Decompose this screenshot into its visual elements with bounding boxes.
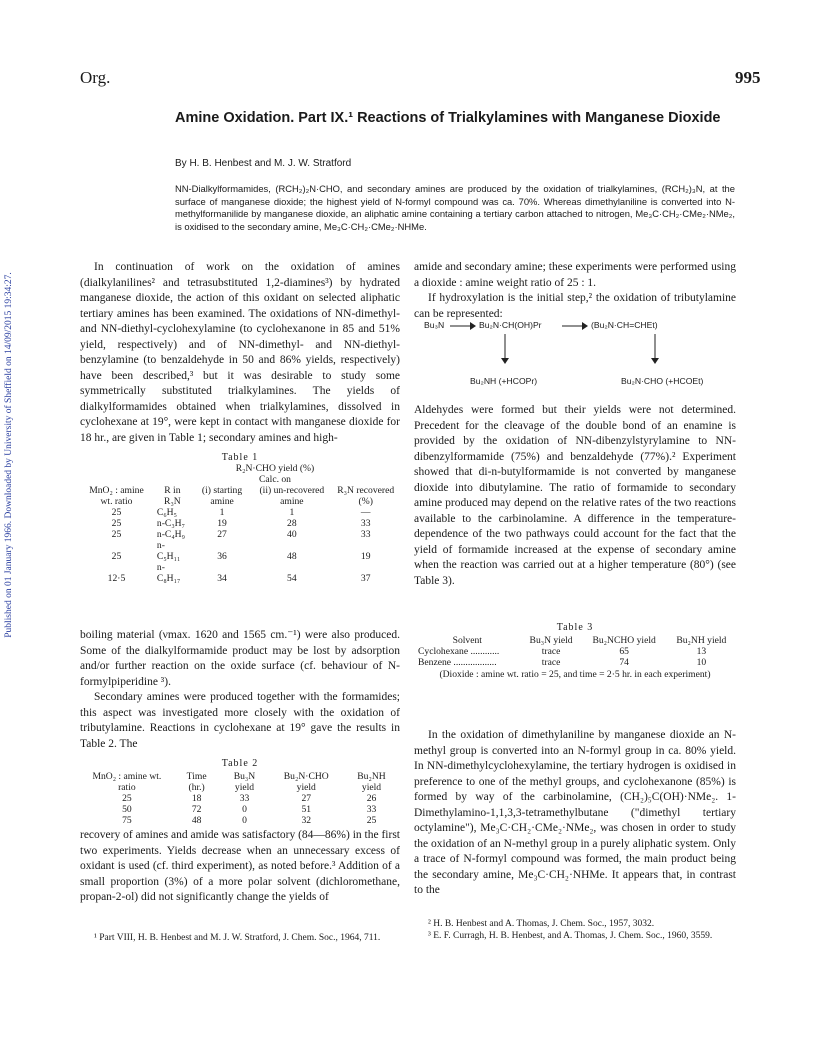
table-row bbox=[80, 815, 400, 826]
table-row bbox=[80, 507, 400, 518]
table-header: Bu₃N yield bbox=[529, 635, 573, 646]
table-cell: 51 bbox=[301, 804, 312, 815]
left-column-text-2 bbox=[80, 628, 400, 752]
table-cell: C₆H₅ bbox=[156, 507, 177, 518]
right-column-text-3 bbox=[414, 728, 736, 899]
table-3-grid bbox=[414, 635, 736, 668]
table-3-caption: Table 3 bbox=[556, 622, 594, 633]
table-cell: 48 bbox=[191, 815, 202, 826]
table-cell: 25 bbox=[366, 815, 377, 826]
right-column-text-1 bbox=[414, 260, 736, 322]
table-cell: Benzene .................. bbox=[418, 657, 497, 668]
arrow-right-icon bbox=[562, 322, 588, 330]
table-3 bbox=[414, 622, 736, 680]
table-row bbox=[80, 793, 400, 804]
table-cell: 13 bbox=[696, 646, 707, 657]
table-2 bbox=[80, 758, 400, 826]
table-cell: 10 bbox=[696, 657, 707, 668]
left-column-text-1 bbox=[80, 260, 400, 446]
footnote: ³ E. F. Curragh, H. B. Henbest, and A. Thomas, J. Chem. Soc., 1960, 3559. bbox=[428, 931, 713, 941]
table-2-grid bbox=[80, 771, 400, 826]
table-cell: 25 bbox=[111, 518, 122, 529]
table-header: Time (hr.) bbox=[186, 771, 207, 793]
table-1-subcaption-2: Calc. on bbox=[259, 474, 291, 485]
table-1 bbox=[80, 452, 400, 584]
table-cell: 19 bbox=[360, 551, 371, 562]
table-cell: 34 bbox=[217, 573, 227, 584]
table-cell: 32 bbox=[301, 815, 312, 826]
table-cell: 37 bbox=[360, 573, 371, 584]
table-cell: 0 bbox=[242, 815, 247, 826]
table-cell: trace bbox=[541, 646, 561, 657]
scheme-carbinolamine: Bu₂N·CH(OH)Pr bbox=[479, 320, 542, 330]
table-cell: 25 bbox=[111, 529, 122, 540]
table-header: R in R₃N bbox=[164, 485, 181, 507]
table-cell: n-C₈H₁₇ bbox=[156, 562, 181, 584]
table-1-grid bbox=[80, 485, 400, 584]
table-cell: n-C₅H₁₁ bbox=[156, 540, 181, 562]
table-cell: 33 bbox=[366, 804, 377, 815]
journal-name: Org. bbox=[80, 68, 111, 87]
paragraph: In the oxidation of dimethylaniline by manganese dioxide an N-methyl group is converted into an N-formyl group in ca. 80% yield. In NN-dimethylcyclohexylamine, the tertiary hydrogen is oxidised in preference to one of the methyl groups, and cyclohexanone (85%) is formed by way of the carbinolamine, (CH₂)₅C(OH)·NMe₂. 1-Dimethylamino-1,1,3,3-tetramethylbutane ("dimethyl tertiary octylamine"), Me₃C·CH₂·CMe₂·NMe₂, was chosen in order to study the oxidation of an N-methyl group in a purely aliphatic system. Only a trace of N-formyl compound was formed, the main product being the secondary amine, Me₃C·CH₂·NHMe. It appears that, in contrast to the bbox=[414, 729, 736, 896]
table-header: Bu₂N·CHO yield bbox=[283, 771, 329, 793]
authors: By H. B. Henbest and M. J. W. Stratford bbox=[175, 158, 352, 169]
arrow-down-icon bbox=[651, 334, 659, 364]
right-column-text-2 bbox=[414, 403, 736, 589]
reaction-scheme bbox=[414, 318, 736, 368]
table-cell: 1 bbox=[219, 507, 225, 518]
table-cell: 54 bbox=[287, 573, 297, 584]
table-row bbox=[80, 540, 400, 562]
table-3-note: (Dioxide : amine wt. ratio = 25, and time = 2·5 hr. in each experiment) bbox=[439, 669, 711, 680]
right-footnotes bbox=[414, 918, 736, 942]
paragraph: In continuation of work on the oxidation of amines (dialkylanilines² and tetrasubstituted 1,2-diamines³) by hydrated manganese dioxide, the action of this oxidant on selected aliphatic tertiary amines has been examined. The oxidations of NN-dimethyl- and NN-diethyl-cyclohexylamine (to cyclohexanone in 85 and 51% yield, respectively) and of NN-dimethyl- and NN-diethyl-benzylamine (to benzaldehyde in 50 and 86% yields, respectively) have been described,³ but it was desirable to study some symmetrically substituted trialkylamines. The yields of dialkylformamides obtained when trialkylamines, dissolved in cyclohexane at 19°, were kept in contact with manganese dioxide for 18 hr., are given in Table 1; secondary amines and high- bbox=[80, 261, 400, 444]
footnote: ² H. B. Henbest and A. Thomas, J. Chem. Soc., 1957, 3032. bbox=[428, 919, 655, 929]
paragraph: recovery of amines and amide was satisfactory (84—86%) in the first two experiments. Yields decrease when an unnecessary excess of oxidant is used (cf. third experiment), as noted before.³ Addition of a small proportion (3%) of a more polar solvent (dichloromethane, propan-2-ol) did not significantly change the yields of bbox=[80, 829, 400, 903]
table-cell: 25 bbox=[122, 793, 132, 804]
table-cell: 48 bbox=[287, 551, 297, 562]
table-cell: 75 bbox=[122, 815, 132, 826]
table-cell: Cyclohexane ............ bbox=[418, 646, 500, 657]
table-row bbox=[414, 657, 736, 668]
table-cell: 65 bbox=[619, 646, 629, 657]
table-header: Bu₂NCHO yield bbox=[592, 635, 656, 646]
table-cell: 28 bbox=[287, 518, 297, 529]
table-cell: 40 bbox=[287, 529, 297, 540]
table-row bbox=[80, 518, 400, 529]
article-title: Amine Oxidation. Part IX.¹ Reactions of Trialkylamines with Manganese Dioxide bbox=[175, 110, 721, 126]
table-cell: trace bbox=[541, 657, 561, 668]
table-cell: 26 bbox=[366, 793, 377, 804]
footnote: ¹ Part VIII, H. B. Henbest and M. J. W. Stratford, J. Chem. Soc., 1964, 711. bbox=[94, 933, 381, 943]
table-cell: 12·5 bbox=[107, 573, 126, 584]
table-cell: 50 bbox=[122, 804, 132, 815]
table-cell: 25 bbox=[111, 551, 122, 562]
paragraph: Secondary amines were produced together with the formamides; this aspect was investigated more closely with the oxidation of tributylamine. Reactions in cyclohexane at 19° gave the results in Table 2. The bbox=[80, 691, 400, 750]
paragraph: If hydroxylation is the initial step,² the oxidation of tributylamine can be represented: bbox=[414, 292, 736, 320]
table-cell: 0 bbox=[242, 804, 247, 815]
table-header: Solvent bbox=[452, 635, 482, 646]
arrow-right-icon bbox=[450, 322, 476, 330]
table-row bbox=[80, 529, 400, 540]
table-cell: 72 bbox=[191, 804, 202, 815]
scheme-bu3n: Bu₃N bbox=[424, 320, 445, 330]
table-header: (i) starting amine bbox=[201, 485, 243, 507]
arrow-down-icon bbox=[501, 334, 509, 364]
table-cell: n-C₄H₉ bbox=[156, 529, 185, 540]
table-cell: 19 bbox=[217, 518, 227, 529]
table-cell: 18 bbox=[191, 793, 202, 804]
table-header: Bu₂NH yield bbox=[676, 635, 727, 646]
paragraph: boiling material (νmax. 1620 and 1565 cm.⁻¹) were also produced. Some of the dialkylformamide product may be lost by adsorption and/or further reaction on the oxide surface (cf. behaviour of N-formylpiperidine ³). bbox=[80, 629, 400, 688]
page-number: 995 bbox=[735, 68, 761, 87]
table-cell: n-C₃H₇ bbox=[156, 518, 185, 529]
table-row bbox=[80, 562, 400, 584]
abstract: NN-Dialkylformamides, (RCH₂)₂N·CHO, and secondary amines are produced by the oxidation of trialkylamines, (RCH₂)₃N, at the surface of manganese dioxide; the highest yield of N-formyl compound was ca. 70%. Whereas dimethylaniline is converted into N-methylformanilide by manganese dioxide, an aliphatic amine containing a tertiary carbon attached to nitrogen, Me₃C·CH₂·CMe₂·NMe₂, is oxidised to the secondary amine, Me₃C·CH₂·CMe₂·NHMe. bbox=[175, 183, 735, 232]
table-cell: — bbox=[360, 507, 371, 518]
table-header: (ii) un-recovered amine bbox=[259, 485, 325, 507]
table-header: MnO₂ : amine wt. ratio bbox=[89, 485, 144, 507]
left-column-text-3 bbox=[80, 828, 400, 906]
scheme-bu2nh: Bu₂NH (+HCOPr) bbox=[470, 376, 538, 386]
table-cell: 27 bbox=[301, 793, 312, 804]
table-header: MnO₂ : amine wt. ratio bbox=[92, 771, 162, 793]
table-cell: 33 bbox=[239, 793, 250, 804]
table-2-caption: Table 2 bbox=[221, 758, 259, 769]
table-1-subcaption: R₂N·CHO yield (%) bbox=[235, 463, 315, 474]
table-header: R₃N recovered (%) bbox=[337, 485, 395, 507]
table-cell: 36 bbox=[217, 551, 227, 562]
table-header: Bu₃N yield bbox=[233, 771, 256, 793]
table-row bbox=[414, 646, 736, 657]
table-cell: 25 bbox=[111, 507, 122, 518]
scheme-formamide: Bu₂N·CHO (+HCOEt) bbox=[621, 376, 704, 386]
table-cell: 33 bbox=[360, 529, 371, 540]
paragraph: amide and secondary amine; these experiments were performed using a dioxide : amine weight ratio of 25 : 1. bbox=[414, 261, 736, 289]
table-header: Bu₂NH yield bbox=[357, 771, 386, 793]
table-cell: 1 bbox=[289, 507, 295, 518]
table-1-caption: Table 1 bbox=[221, 452, 259, 463]
scheme-enamine: (Bu₂N·CH=CHEt) bbox=[591, 320, 658, 330]
table-cell: 27 bbox=[217, 529, 227, 540]
table-cell: 33 bbox=[360, 518, 371, 529]
table-row bbox=[80, 804, 400, 815]
table-cell: 74 bbox=[619, 657, 629, 668]
download-notice[interactable] bbox=[2, 230, 16, 680]
download-notice-text[interactable]: Published on 01 January 1966. Downloaded by University of Sheffield on 14/09/2015 19:34:27. bbox=[4, 272, 14, 638]
left-footnotes bbox=[80, 932, 400, 944]
paragraph: Aldehydes were formed but their yields were not determined. Precedent for the cleavage of the double bond of an enamine is provided by the oxidation of NN-dibenzylstyrylamine to NN-dibenzylformamide (75%) and benzaldehyde (77%).² Experiment showed that di-n-butylformamide is not converted by manganese dioxide into dibutylamine. The ratio of formamide to secondary amine produced may depend on the relative rates of the two reactions available to the carbinolamine. A difference in the temperature-dependence of the two pathways could account for the fact that the yield of formamide increased at the expense of secondary amine when the reaction was carried out at a higher temperature (80°) (see Table 3). bbox=[414, 404, 736, 587]
